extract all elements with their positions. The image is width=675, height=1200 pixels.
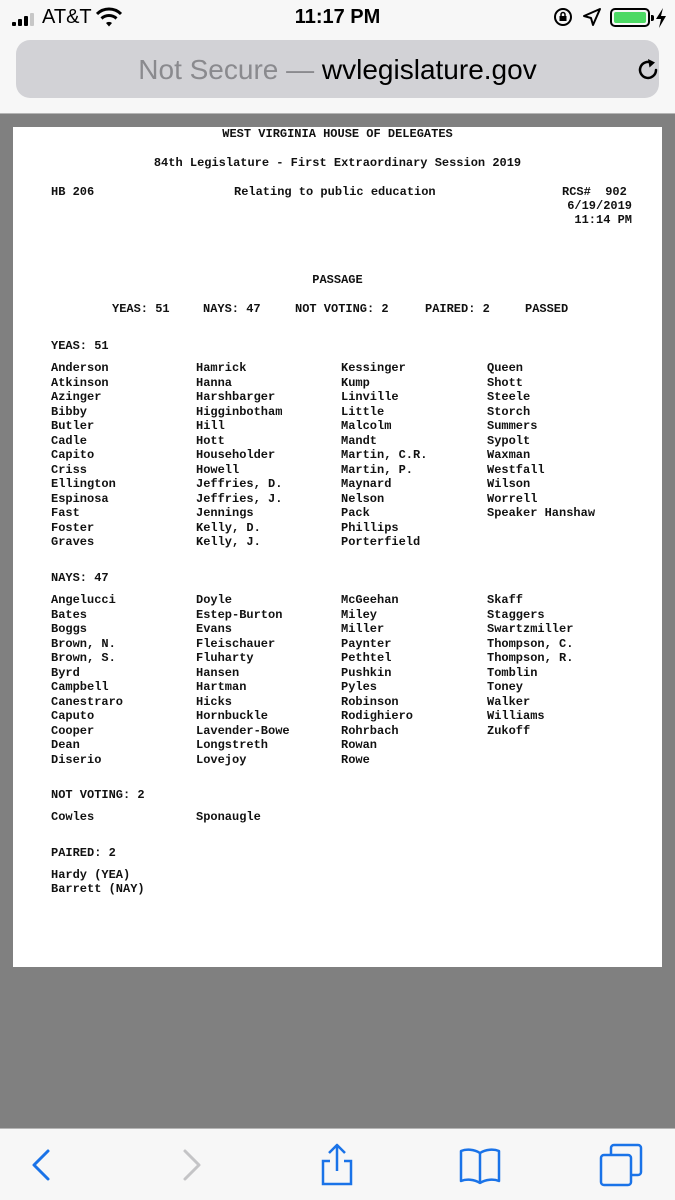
member-name: Azinger [51, 390, 102, 404]
summary-yeas: YEAS: 51 [112, 302, 170, 316]
member-name: Capito [51, 448, 95, 462]
member-name: Little [341, 404, 385, 419]
member-name: Longstreth [196, 738, 269, 752]
member-name: Brown, N. [51, 636, 116, 651]
rotation-lock-icon [553, 7, 573, 27]
member-name: Estep-Burton [196, 607, 283, 622]
member-name: Hansen [196, 665, 240, 680]
member-name: Pack [341, 506, 370, 520]
member-name: Hott [196, 433, 225, 448]
tabs-icon[interactable] [599, 1143, 643, 1187]
member-name: Fleischauer [196, 636, 276, 651]
paired-heading: PAIRED: 2 [51, 846, 116, 860]
member-name: Caputo [51, 709, 95, 723]
nays-heading: NAYS: 47 [51, 571, 109, 585]
summary-paired: PAIRED: 2 [425, 302, 490, 316]
status-time: 11:17 PM [294, 6, 381, 28]
roll-call-number: RCS# 902 [562, 185, 627, 199]
member-name: Martin, C.R. [341, 448, 428, 462]
member-name: Diserio [51, 752, 102, 767]
member-name: Cadle [51, 433, 88, 448]
member-name: Pyles [341, 680, 378, 694]
member-name: Sypolt [487, 433, 531, 448]
member-name: Higginbotham [196, 404, 283, 419]
member-name: Zukoff [487, 723, 531, 738]
bookmarks-icon[interactable] [458, 1143, 502, 1187]
member-name: Brown, S. [51, 651, 116, 665]
member-name: Hamrick [196, 361, 247, 375]
member-name: Bates [51, 607, 88, 622]
member-name: Jeffries, D. [196, 477, 283, 491]
member-name: Hill [196, 419, 225, 433]
member-name: Lovejoy [196, 752, 247, 767]
member-name: Cooper [51, 723, 95, 738]
member-name: Queen [487, 361, 524, 375]
vote-date: 6/19/2019 [567, 199, 632, 213]
member-name: Malcolm [341, 419, 392, 433]
member-name: Butler [51, 419, 95, 433]
doc-session: 84th Legislature - First Extraordinary Session 2019 [153, 156, 522, 170]
member-name: Miley [341, 607, 378, 622]
member-name: Steele [487, 390, 531, 404]
vote-time: 11:14 PM [574, 213, 632, 227]
member-name: Williams [487, 709, 545, 723]
address-bar-area [0, 36, 675, 114]
address-bar[interactable] [16, 40, 659, 98]
member-name: Storch [487, 404, 531, 419]
member-name: Ellington [51, 477, 116, 491]
member-name: Mandt [341, 433, 378, 448]
member-name: Hartman [196, 680, 247, 694]
summary-nays: NAYS: 47 [203, 302, 261, 316]
roll-call-document [13, 127, 662, 967]
member-name: Pethtel [341, 651, 392, 665]
member-name: Porterfield [341, 535, 421, 549]
member-name: McGeehan [341, 593, 399, 607]
url-separator: — [278, 54, 322, 85]
member-name: Thompson, C. [487, 636, 574, 651]
url-display[interactable] [16, 54, 659, 86]
member-name: Worrell [487, 491, 538, 506]
member-name: Skaff [487, 593, 524, 607]
member-name: Rowe [341, 752, 370, 767]
member-name: Hicks [196, 694, 233, 709]
member-name: Jennings [196, 506, 254, 520]
member-name: Swartzmiller [487, 622, 574, 636]
browser-toolbar [0, 1128, 675, 1200]
bill-subject: Relating to public education [234, 185, 436, 199]
member-name: Fast [51, 506, 80, 520]
member-name: Rodighiero [341, 709, 414, 723]
member-name: Cowles [51, 810, 95, 824]
back-icon[interactable] [20, 1143, 64, 1187]
member-name: Espinosa [51, 491, 109, 506]
forward-icon[interactable] [169, 1143, 213, 1187]
share-icon[interactable] [315, 1143, 359, 1187]
member-name: Harshbarger [196, 390, 276, 404]
yeas-heading: YEAS: 51 [51, 339, 109, 353]
member-name: Atkinson [51, 375, 109, 390]
carrier-name: AT&T [42, 6, 92, 28]
paired-member: Hardy (YEA) [51, 868, 131, 882]
member-name: Criss [51, 462, 88, 477]
member-name: Lavender-Bowe [196, 723, 290, 738]
member-name: Graves [51, 535, 95, 549]
url-domain: wvlegislature.gov [321, 54, 537, 85]
paired-member: Barrett (NAY) [51, 882, 145, 896]
member-name: Kelly, D. [196, 520, 261, 535]
member-name: Anderson [51, 361, 109, 375]
member-name: Byrd [51, 665, 80, 680]
member-name: Linville [341, 390, 399, 404]
doc-title: WEST VIRGINIA HOUSE OF DELEGATES [222, 127, 453, 141]
member-name: Pushkin [341, 665, 392, 680]
member-name: Thompson, R. [487, 651, 574, 665]
member-name: Evans [196, 622, 233, 636]
member-name: Wilson [487, 477, 531, 491]
member-name: Angelucci [51, 593, 116, 607]
member-name: Sponaugle [196, 810, 261, 824]
security-label: Not Secure [138, 54, 279, 85]
member-name: Summers [487, 419, 538, 433]
member-name: Rohrbach [341, 723, 399, 738]
not-voting-heading: NOT VOTING: 2 [51, 788, 145, 802]
member-name: Walker [487, 694, 531, 709]
member-name: Martin, P. [341, 462, 414, 477]
charging-bolt-icon [655, 7, 667, 29]
member-name: Dean [51, 738, 80, 752]
member-name: Phillips [341, 520, 399, 535]
member-name: Foster [51, 520, 95, 535]
member-name: Shott [487, 375, 524, 390]
member-name: Jeffries, J. [196, 491, 283, 506]
summary-not-voting: NOT VOTING: 2 [295, 302, 389, 316]
member-name: Nelson [341, 491, 385, 506]
member-name: Paynter [341, 636, 392, 651]
vote-action: PASSAGE [312, 273, 363, 287]
bill-number: HB 206 [51, 185, 95, 199]
member-name: Hanna [196, 375, 233, 390]
member-name: Maynard [341, 477, 392, 491]
member-name: Kump [341, 375, 370, 390]
member-name: Canestraro [51, 694, 124, 709]
member-name: Hornbuckle [196, 709, 269, 723]
member-name: Speaker Hanshaw [487, 506, 596, 520]
member-name: Kelly, J. [196, 535, 261, 549]
member-name: Rowan [341, 738, 378, 752]
member-name: Staggers [487, 607, 545, 622]
member-name: Campbell [51, 680, 109, 694]
member-name: Robinson [341, 694, 399, 709]
member-name: Miller [341, 622, 385, 636]
member-name: Waxman [487, 448, 531, 462]
location-arrow-icon [582, 7, 602, 27]
member-name: Householder [196, 448, 276, 462]
status-bar [0, 0, 675, 36]
member-name: Toney [487, 680, 524, 694]
member-name: Westfall [487, 462, 545, 477]
member-name: Boggs [51, 622, 88, 636]
member-name: Doyle [196, 593, 233, 607]
member-name: Kessinger [341, 361, 406, 375]
member-name: Fluharty [196, 651, 254, 665]
battery-icon [610, 8, 650, 27]
member-name: Bibby [51, 404, 88, 419]
member-name: Tomblin [487, 665, 538, 680]
reload-icon[interactable] [634, 56, 662, 84]
member-name: Howell [196, 462, 240, 477]
summary-result: PASSED [525, 302, 569, 316]
